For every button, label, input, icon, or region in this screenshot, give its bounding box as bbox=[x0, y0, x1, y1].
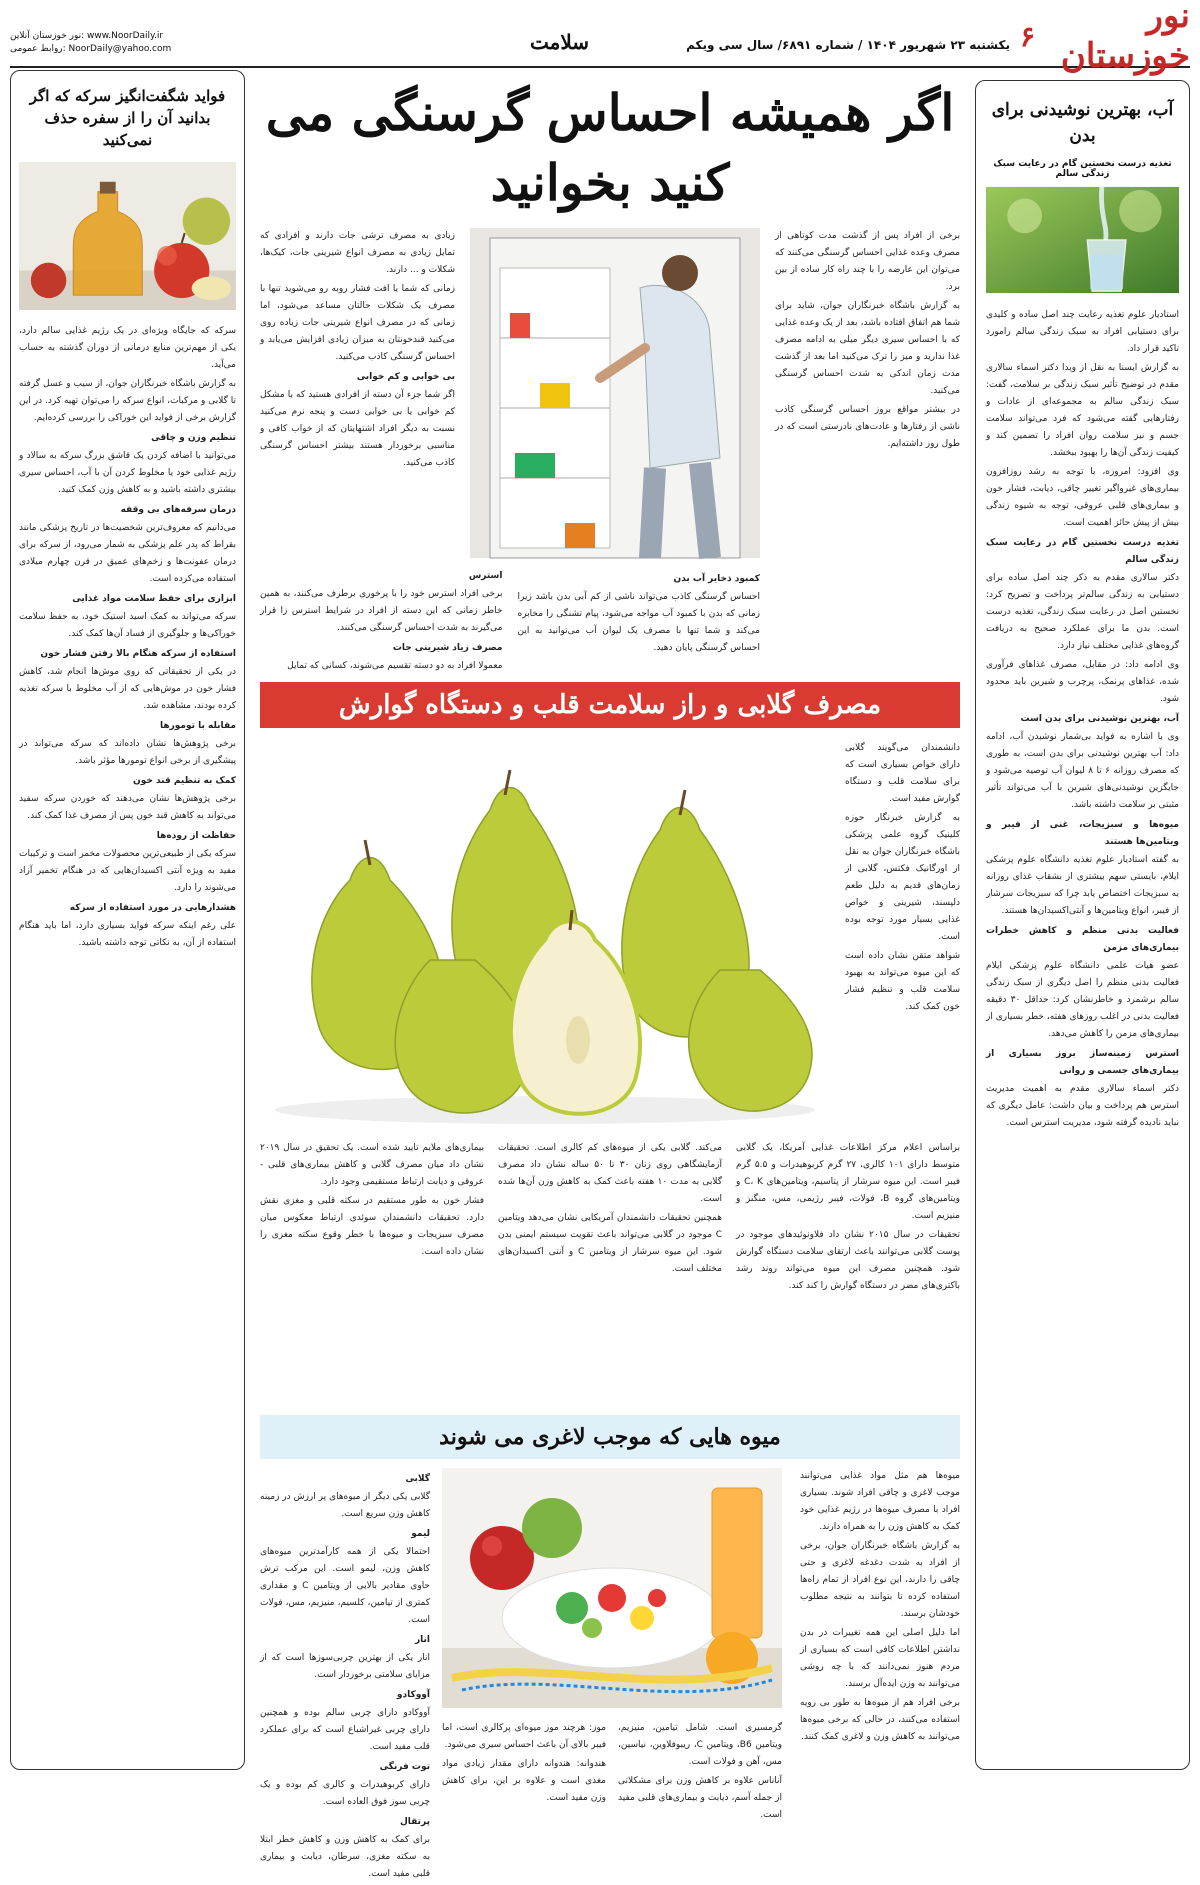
vinegar-photo bbox=[19, 161, 236, 311]
masthead bbox=[10, 0, 1190, 76]
hunger-subhead: بی خوابی و کم خوابی bbox=[356, 372, 455, 382]
pear-p: همچنین تحقیقات دانشمندان آمریکایی نشان می‌دهد ویتامین C موجود در گلابی می‌تواند باعث تقویت سیستم ایمنی بدن شود. این میوه سرشار از ویتامین C و آنتی اکسیدان‌های مختلف است. bbox=[498, 1213, 722, 1274]
vinegar-p: می‌دانیم که معروف‌ترین شخصیت‌ها در تاریخ پزشکی مانند بقراط که پدر علم پزشکی به شمار می‌رود، از سرکه برای درمان عفونت‌ها و زخم‌های عمیق در قرن چهارم میلادی استفاده می‌کرده است. bbox=[19, 523, 236, 584]
hunger-col-2 bbox=[260, 228, 455, 474]
hunger-p: برخی از افراد پس از گذشت مدت کوتاهی از مصرف وعده غذایی احساس گرسنگی می‌کنند که می‌توان این عارضه را با چند راه کار ساده از بین برد. bbox=[775, 231, 960, 292]
pear-p: دانشمندان می‌گویند گلابی دارای خواص بسیاری است که برای سلامت قلب و دستگاه گوارش مفید است. bbox=[845, 743, 960, 804]
newspaper-logo bbox=[1020, 0, 1190, 76]
vinegar-p: در یکی از تحقیقاتی که روی موش‌ها انجام شد، کاهش فشار خون در موش‌هایی که از آب مخلوط با سرکه تغذیه کرده بودند، مشاهده شد. bbox=[19, 667, 236, 711]
fruit-p: انار یکی از بهترین چربی‌سوزها است که از مزایای سلامتی برخوردار است. bbox=[260, 1653, 430, 1680]
hunger-subhead: استرس bbox=[468, 571, 503, 581]
water-glass-photo bbox=[986, 185, 1179, 295]
email-line[interactable]: روابط عمومی: NoorDaily@yahoo.com bbox=[10, 44, 172, 54]
issue-date: یکشنبه ۲۳ شهریور ۱۴۰۴ / شماره ۶۸۹۱/ سال سی ویکم bbox=[686, 38, 1010, 52]
vinegar-subhead: درمان سرفه‌های بی وقفه bbox=[120, 505, 236, 515]
pear-p: فشار خون به طور مستقیم در سکته قلبی و مغزی نقش دارد. تحقیقات دانشمندان سوئدی ارتباط معکوس میان مصرف سبزیجات و میوه‌ها با خطر وقوع سکته مغزی را نشان داده است. bbox=[260, 1196, 484, 1257]
fruit-p: آناناس علاوه بر کاهش وزن برای مشکلاتی از جمله آسم، دیابت و بیماری‌های قلبی مفید است. bbox=[618, 1776, 782, 1820]
hunger-p: در بیشتر مواقع بروز احساس گرسنگی کاذب ناشی از رفتارها و عادت‌های نادرستی است که در طول روز داشته‌ایم. bbox=[775, 405, 960, 449]
fruit-subhead: آووکادو bbox=[396, 1690, 430, 1700]
water-p: عضو هیات علمی دانشگاه علوم پزشکی ایلام فعالیت بدنی منظم را اصل دیگری از سبک زندگی سالم برشمرد و خاطرنشان کرد: حداقل ۳۰ دقیقه فعالیت بدنی در اغلب روزهای هفته، خطر بسیاری از بیماری‌های مزمن را کاهش می‌دهد. bbox=[986, 961, 1179, 1039]
vinegar-p: علی رغم اینکه سرکه فواید بسیاری دارد، اما باید هنگام استفاده از آن، به نکاتی توجه داشته باشید. bbox=[19, 921, 236, 948]
hunger-p: برخی افراد استرس خود را با پرخوری برطرف می‌کنند، به همین خاطر زمانی که این دسته از افراد در شرایط استرس زا قرار می‌گیرند به شدت احساس گرسنگی می‌کنند. bbox=[260, 589, 503, 633]
fridge-photo bbox=[470, 228, 760, 558]
water-subhead: میوه‌ها و سبزیجات، غنی از فیبر و ویتامین‌ها هستند bbox=[986, 820, 1179, 847]
pear-body bbox=[260, 1140, 960, 1295]
vinegar-subhead: ابزاری برای حفظ سلامت مواد غذایی bbox=[72, 594, 236, 604]
fruit-p: دارای کربوهیدرات و کالری کم بوده و یک چربی سوز فوق العاده است. bbox=[260, 1780, 430, 1807]
pear-p: می‌کند. گلابی یکی از میوه‌های کم کالری است. تحقیقات آزمایشگاهی روی زنان ۳۰ تا ۵۰ ساله نشان داد مصرف گلابی به مدت ۱۰ هفته باعث کمک به کاهش وزن آن‌ها شده است. bbox=[498, 1143, 723, 1204]
pear-p: براساس اعلام مرکز اطلاعات غذایی آمریکا، یک گلابی متوسط دارای ۱۰۱ کالری، ۲۷ گرم کربوهیدرات و ۵.۵ گرم فیبر است. این میوه سرشار از پتاسیم، ویتامین‌های C، K و ویتامین‌های گروه B، فولات، فیبر رژیمی، مس، منگنز و منیزیم است. bbox=[736, 1143, 961, 1221]
water-p: وی ادامه داد: در مقابل، مصرف غذاهای فرآوری شده، غذاهای پرنمک، پرچرب و شیرین باید محدود شود. bbox=[986, 660, 1179, 704]
fruit-p: میوه‌ها هم مثل مواد غذایی می‌توانند موجب لاغری و چاقی افراد شوند. بسیاری افراد با مصرف میوه‌ها در رژیم غذایی خود کمک به کاهش وزن را به همراه دارند. bbox=[800, 1471, 960, 1532]
water-subhead: تغذیه درست نخستین گام در رعایت سبک زندگی سالم bbox=[986, 538, 1179, 565]
hunger-article bbox=[260, 228, 960, 748]
hunger-col-1 bbox=[775, 228, 960, 455]
hunger-col-3 bbox=[260, 568, 760, 675]
vinegar-p: برخی پژوهش‌ها نشان می‌دهند که خوردن سرکه سفید می‌تواند به کاهش قند خون پس از مصرف غذا کمک کند. bbox=[19, 794, 236, 821]
fruit-subhead: پرتقال bbox=[399, 1817, 430, 1827]
vinegar-subhead: هشدارهایی در مورد استفاده از سرکه bbox=[69, 903, 236, 913]
hunger-p: معمولا افراد به دو دسته تقسیم می‌شوند، کسانی که تمایل bbox=[287, 661, 503, 671]
contact-block bbox=[10, 30, 171, 56]
vinegar-subhead: حفاظت از روده‌ها bbox=[156, 831, 236, 841]
vinegar-subhead: تنظیم وزن و چاقی bbox=[151, 433, 236, 443]
vinegar-article bbox=[10, 70, 245, 1770]
fruit-list bbox=[260, 1468, 430, 1885]
water-p: وی افزود: امروزه، با توجه به رشد روزافزون بیماری‌های غیرواگیر تغییر چاقی، دیابت، فشار خون و بیماری‌های قلبی عروقی، توجه به شیوه زندگی بیش از پیش حائز اهمیت است. bbox=[986, 467, 1179, 528]
vinegar-title: فواید شگفت‌انگیز سرکه که اگر بدانید آن را از سفره حذف نمی‌کنید bbox=[29, 87, 226, 149]
water-subhead: استرس زمینه‌ساز بروز بسیاری از بیماری‌های جسمی و روانی bbox=[986, 1049, 1179, 1076]
water-article bbox=[975, 80, 1190, 1770]
vinegar-subhead: استفاده از سرکه هنگام بالا رفتن فشار خون bbox=[40, 649, 236, 659]
hunger-subhead: مصرف زیاد شیرینی جات bbox=[392, 643, 503, 653]
water-kicker: تغذیه درست نخستین گام در رعایت سبک زندگی سالم bbox=[993, 159, 1172, 179]
water-p: دکتر اسماء سالاری مقدم به اهمیت مدیریت استرس هم پرداخت و بیان داشت: عامل دیگری که نباید نادیده گرفته شود، مدیریت استرس است. bbox=[986, 1084, 1179, 1128]
website-line[interactable]: نور خوزستان آنلاین: www.NoorDaily.ir bbox=[10, 31, 164, 41]
fruit-intro bbox=[800, 1468, 960, 1748]
vinegar-subhead: مقابله با تومورها bbox=[159, 721, 236, 731]
main-column bbox=[260, 70, 961, 1879]
fruit-p: برای کمک به کاهش وزن و کاهش خطر ابتلا به سکته مغزی، سرطان، دیابت و بیماری قلبی مفید است. bbox=[260, 1835, 430, 1879]
pears-photo bbox=[260, 740, 830, 1130]
fruit-p: آووکادو دارای چربی سالم بوده و همچنین دارای چربی غیراشباع است که برای عملکرد قلب مفید است. bbox=[260, 1708, 430, 1752]
fruit-p: گلابی یکی دیگر از میوه‌های پر ارزش در زمینه کاهش وزن سریع است. bbox=[260, 1492, 430, 1519]
water-p: به گزارش ایسنا به نقل از ویدا دکتر اسماء سالاری مقدم در توضیح تأثیر سبک زندگی بر سلامت، گفت: سبک زندگی سالم به مجموعه‌ای از عادات و رفتارهایی گفته می‌شود که فرد می‌تواند سلامت جسم و نیز سلامت روان افراد را تضمین کند و کیفیت زندگی آن‌ها را بهبود ببخشد. bbox=[986, 363, 1179, 458]
water-subhead: فعالیت بدنی منظم و کاهش خطرات بیماری‌های مزمن bbox=[986, 926, 1179, 953]
pear-p: تحقیقات در سال ۲۰۱۵ نشان داد فلاونوئیدهای موجود در پوست گلابی می‌توانند باعث ارتقای سلامت دستگاه گوارش شود. همچنین مصرف این میوه می‌تواند روند رشد باکتری‌های مضر در دستگاه گوارش را کند کند. bbox=[736, 1230, 961, 1291]
fruit-subhead: انار bbox=[414, 1635, 430, 1645]
water-p: دکتر سالاری مقدم به ذکر چند اصل ساده برای دستیابی به زندگی سالم‌تر پرداخت و تصریح کرد: نخستین اصل در رعایت سبک زندگی، تغذیه درست است. بدن ما برای عملکرد صحیح به دریافت گروه‌های غذایی مختلف نیاز دارد. bbox=[986, 573, 1179, 651]
hunger-p: احساس گرسنگی کاذب می‌تواند ناشی از کم آبی بدن باشد زیرا زمانی که بدن با کمبود آب مواجه می‌شود، پیام تشنگی را مخابره می‌کند و شما تنها با مصرف یک لیوان آب می‌توانید به این احساس گرسنگی پایان دهید. bbox=[517, 592, 760, 653]
water-p: به گفته استادیار علوم تغذیه دانشگاه علوم پزشکی ایلام، بایستی سهم بیشتری از بشقاب غذای روزانه به سبزیجات اختصاص یابد چرا که سبزیجات سرشار از فیبر، انواع ویتامین‌ها و آنتی‌اکسیدان‌ها هستند. bbox=[986, 855, 1179, 916]
fruit-headline: میوه هایی که موجب لاغری می شوند bbox=[260, 1415, 960, 1459]
pear-p: شواهد متقن نشان داده است که این میوه می‌تواند به بهبود سلامت قلب و تنظیم فشار خون کمک کند. bbox=[845, 951, 960, 1012]
pear-p: بیماری‌های ملایم تایید شده است. یک تحقیق در سال ۲۰۱۹ نشان داد میان مصرف گلابی و کاهش بیماری‌های قلبی - عروقی و دیابت ارتباط مستقیمی وجود دارد. bbox=[260, 1143, 484, 1187]
fruit-subhead: لیمو bbox=[411, 1529, 430, 1539]
fruit-subhead: گلابی bbox=[405, 1474, 430, 1484]
fruit-subhead: توت فرنگی bbox=[379, 1762, 430, 1772]
water-body bbox=[986, 307, 1179, 1132]
hunger-p: اگر شما جزء آن دسته از افرادی هستید که با مشکل کم خوابی یا بی خوابی دست و پنجه نرم می‌کنید نسبت به دیگر افراد اشتهایتان که از خواب کافی و مناسبی برخوردار هستند بیشتر احساس گرسنگی کاذب می‌کنید. bbox=[260, 390, 455, 468]
hunger-p: به گزارش باشگاه خبرنگاران جوان، شاید برای شما هم اتفاق افتاده باشد، بعد از یک وعده غذایی که با احساس سیری دیگر میلی به ادامه مصرف غذا ندارید و میز را ترک می‌کنید اما بعد از گذشت مدت زمان اندکی به شدت احساس گرسنگی می‌کنید. bbox=[775, 301, 960, 396]
fruit-p: احتمالا یکی از همه کارآمدترین میوه‌های کاهش وزن، لیمو است. این مرکب ترش حاوی مقادیر بالایی از ویتامین C و مقداری کمتری از تیامین، کلسیم، منیزیم، مس، فولات است. bbox=[260, 1547, 430, 1625]
fruit-p: برخی افراد هم از میوه‌ها به طور بی رویه استفاده می‌کنند، در حالی که برخی میوه‌ها می‌توانند به کاهش وزن و لاغری کمک کنند. bbox=[800, 1698, 960, 1742]
pear-headline: مصرف گلابی و راز سلامت قلب و دستگاه گوارش bbox=[260, 682, 960, 728]
pear-intro bbox=[845, 740, 960, 1018]
fruit-p: گرمسیری است. شامل تیامین، منیزیم، ویتامین B6، ویتامین C، ریبوفلاوین، نیاسین، مس، آهن و فولات است. bbox=[618, 1723, 782, 1767]
water-p: استادیار علوم تغذیه رعایت چند اصل ساده و کلیدی برای دستیابی افراد به سبک زندگی سالم رامورد تاکید قرار داد. bbox=[986, 310, 1179, 354]
vinegar-p: به گزارش باشگاه خبرنگاران جوان، از سیب و عسل گرفته تا گلابی و مرکبات، انواع سرکه را می‌توان تهیه کرد. در این گزارش برخی از فواید این خوراکی را بررسی کرده‌ایم. bbox=[19, 379, 236, 423]
water-subhead: آب، بهترین نوشیدنی برای بدن است bbox=[1020, 714, 1179, 724]
hunger-headline: اگر همیشه احساس گرسنگی می کنید بخوانید bbox=[265, 83, 955, 212]
vinegar-p: سرکه که جایگاه ویژه‌ای در یک رژیم غذایی سالم دارد، یکی از مهم‌ترین منابع درمانی از دوران گذشته به حساب می‌آید. bbox=[19, 326, 236, 370]
vinegar-p: برخی پژوهش‌ها نشان داده‌اند که سرکه می‌تواند در پیشگیری از برخی انواع تومورها مؤثر باشد. bbox=[19, 739, 236, 766]
vinegar-body bbox=[19, 323, 236, 952]
diet-fruits-photo bbox=[442, 1468, 782, 1708]
fruit-p: هندوانه: هندوانه دارای مقدار زیادی مواد مغذی است و علاوه بر این، برای کاهش وزن مفید است. bbox=[442, 1759, 606, 1803]
vinegar-subhead: کمک به تنظیم قند خون bbox=[133, 776, 236, 786]
water-p: وی با اشاره به فواید بی‌شمار نوشیدن آب، ادامه داد: آب بهترین نوشیدنی برای بدن است، به طوری که مصرف روزانه ۶ تا ۸ لیوان آب توصیه می‌شود و جایگزین نوشیدنی‌های شیرین با آب می‌تواند تأثیر مثبتی بر سلامت داشته باشد. bbox=[986, 732, 1179, 810]
fruit-p: اما دلیل اصلی این همه تغییرات در بدن نداشتن اطلاعات کافی است که بسیاری از مردم هنوز نمی‌دانند که با چه روشی می‌توانند به وزن ایده‌آل برسند. bbox=[800, 1628, 960, 1689]
hunger-subhead: کمبود ذخایر آب بدن bbox=[673, 574, 760, 584]
hunger-p: زمانی که شما یا افت فشار روبه رو می‌شوید تنها با مصرف یک شکلات حالتان مساعد می‌شود، اما زمانی که در مصرف انواع شیرینی جات زیاده روی می‌کنید قندخونتان به میزان زیادی افزایش می‌یابد و احساس گرسنگی کاذب می‌کنید. bbox=[260, 284, 455, 362]
vinegar-p: می‌توانید با اضافه کردن یک قاشق بزرگ سرکه به سالاد و رژیم غذایی خود یا مخلوط کردن آن با آب، احساس سیری بیشتری داشته باشید و به کاهش وزن کمک کنید. bbox=[19, 451, 236, 495]
vinegar-p: سرکه یکی از طبیعی‌ترین محصولات مخمر است و ترکیبات مفید به ویژه آنتی اکسیدان‌هایی که در هنگام تخمیر آزاد می‌شوند را دارد. bbox=[19, 849, 236, 893]
logo-text: نور خوزستان bbox=[1060, 0, 1190, 76]
vinegar-p: سرکه می‌تواند به کمک اسید استیک خود، به حفظ سلامت خوراکی‌ها و جلوگیری از فساد آن‌ها کمک کند. bbox=[19, 612, 236, 639]
hunger-p: زیادی به مصرف ترشی جات دارند و افرادی که تمایل زیادی به مصرف انواع شیرینی جات، کیک‌ها، شکلات و ... دارند. bbox=[260, 231, 455, 275]
water-title: آب، بهترین نوشیدنی برای بدن bbox=[991, 100, 1174, 146]
section-title: سلامت bbox=[530, 30, 590, 54]
fruit-p: موز: هرچند موز میوه‌ای پرکالری است، اما فیبر بالای آن باعث احساس سیری می‌شود. bbox=[442, 1723, 606, 1750]
page-number: ۶ bbox=[1020, 19, 1036, 53]
fruit-body bbox=[442, 1720, 782, 1824]
fruit-p: به گزارش باشگاه خبرنگاران جوان، برخی از افراد به شدت دغدغه لاغری و حتی چاقی را دارند، این نوع افراد از تمام راه‌ها استفاده کرده تا بتوانند به نتیجه مطلوب خودشان برسند. bbox=[800, 1541, 960, 1619]
pear-p: به گزارش خبرنگار حوزه کلینیک گروه علمی پزشکی باشگاه خبرنگاران جوان به نقل از اورگانیک فکتس، گلابی از زمان‌های قدیم به دلیل طعم دلپسند، شیرینی و خواص غذایی بسیار مورد توجه بوده است. bbox=[845, 813, 960, 942]
